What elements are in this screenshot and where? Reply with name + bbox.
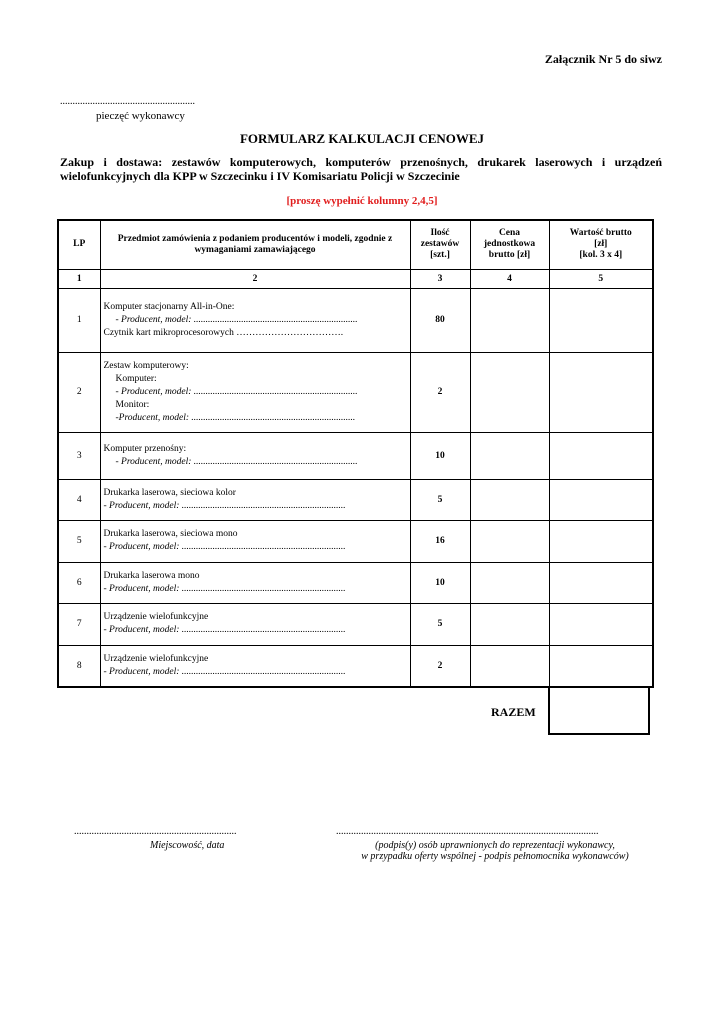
- row-description: [100, 432, 410, 479]
- table-header-row: [58, 220, 653, 269]
- place-date-label: Miejscowość, data: [150, 840, 225, 851]
- row-item-name: Drukarka laserowa, sieciowa mono: [103, 529, 238, 539]
- row-subitem-monitor: Monitor:: [115, 399, 150, 410]
- row-unit-price-cell[interactable]: [470, 352, 549, 432]
- row-gross-value-cell[interactable]: [549, 288, 653, 352]
- header-gross-value: [549, 220, 653, 269]
- row-description: [100, 645, 410, 687]
- row-lp: 2: [58, 352, 100, 432]
- table-row: [58, 645, 653, 687]
- table-row: [58, 288, 653, 352]
- header-qty-line2: zestawów: [420, 239, 460, 250]
- table-row: [58, 479, 653, 520]
- signature-label-line1: (podpis(y) osób uprawnionych do reprezentacji wykonawcy,: [375, 840, 615, 851]
- header-value-line3: [kol. 3 x 4]: [579, 250, 623, 261]
- row-description: [100, 352, 410, 432]
- header-lp: LP: [58, 220, 100, 269]
- row-gross-value-cell[interactable]: [549, 645, 653, 687]
- col-number-2: 2: [100, 269, 410, 288]
- row-lp: 5: [58, 520, 100, 562]
- table-row: [58, 520, 653, 562]
- row-item-name: Urządzenie wielofunkcyjne: [103, 653, 209, 664]
- row-qty: 5: [410, 479, 470, 520]
- col-number-5: 5: [549, 269, 653, 288]
- row-qty: 2: [410, 352, 470, 432]
- price-calculation-table: [57, 219, 654, 688]
- annex-label: Załącznik Nr 5 do siwz: [544, 52, 662, 66]
- producent-model-field[interactable]: - Producent, model: .....................................................................: [115, 386, 358, 397]
- row-unit-price-cell[interactable]: [470, 479, 549, 520]
- document-title: FORMULARZ KALKULACJI CENOWEJ: [239, 131, 485, 146]
- row-gross-value-cell[interactable]: [549, 479, 653, 520]
- row-description: [100, 479, 410, 520]
- row-lp: 4: [58, 479, 100, 520]
- row-qty: 10: [410, 432, 470, 479]
- row-gross-value-cell[interactable]: [549, 352, 653, 432]
- signature-dots: .........................................................................................................: [336, 826, 599, 837]
- producent-model-field[interactable]: - Producent, model: .....................................................................: [103, 625, 346, 635]
- order-subject: Zakup i dostawa: zestawów komputerowych, komputerów przenośnych, drukarek laserowych i urządzeń wielofunkcyjnych dla KPP w Szczecinku i IV Komisariatu Policji w Szczecinie: [60, 155, 662, 183]
- row-unit-price-cell[interactable]: [470, 432, 549, 479]
- row-gross-value-cell[interactable]: [549, 562, 653, 603]
- row-qty: 80: [410, 288, 470, 352]
- row-item-name: Komputer przenośny:: [103, 443, 187, 454]
- header-value-line2: [zł]: [594, 239, 608, 250]
- producent-model-field[interactable]: - Producent, model: .....................................................................: [103, 500, 346, 511]
- row-gross-value-cell[interactable]: [549, 603, 653, 645]
- row-unit-price-cell[interactable]: [470, 288, 549, 352]
- producent-model-field[interactable]: - Producent, model: .....................................................................: [103, 542, 346, 552]
- header-price-line2: jednostkowa: [483, 239, 536, 250]
- signature-label-line2: w przypadku oferty wspólnej - podpis pełnomocnika wykonawców): [361, 851, 629, 862]
- row-item-name: Drukarka laserowa mono: [103, 570, 200, 581]
- row-item-name: Drukarka laserowa, sieciowa kolor: [103, 487, 236, 498]
- total-label: RAZEM: [491, 705, 536, 719]
- row-description: [100, 603, 410, 645]
- row-description: [100, 562, 410, 603]
- place-date-dots: .................................................................: [74, 826, 237, 837]
- row-lp: 6: [58, 562, 100, 603]
- row-unit-price-cell[interactable]: [470, 645, 549, 687]
- producent-model-field[interactable]: - Producent, model: .....................................................................: [103, 583, 346, 594]
- total-value-cell[interactable]: [548, 687, 650, 735]
- producent-model-field[interactable]: -Producent, model: .....................................................................: [115, 412, 356, 423]
- table-row: [58, 432, 653, 479]
- col-number-3: 3: [410, 269, 470, 288]
- header-qty-line3: [szt.]: [430, 250, 450, 261]
- row-lp: 3: [58, 432, 100, 479]
- row-description: [100, 288, 410, 352]
- row-gross-value-cell[interactable]: [549, 432, 653, 479]
- row-description: [100, 520, 410, 562]
- row-qty: 16: [410, 520, 470, 562]
- header-item: Przedmiot zamówienia z podaniem producentów i modeli, zgodnie z wymaganiami zamawiającego: [100, 220, 410, 269]
- stamp-label: pieczęć wykonawcy: [96, 110, 185, 122]
- row-qty: 2: [410, 645, 470, 687]
- col-number-4: 4: [470, 269, 549, 288]
- row-item-name: Zestaw komputerowy:: [103, 360, 189, 371]
- table-row: [58, 603, 653, 645]
- row-unit-price-cell[interactable]: [470, 520, 549, 562]
- header-qty: [410, 220, 470, 269]
- header-unit-price: [470, 220, 549, 269]
- row-subitem-computer: Komputer:: [115, 373, 157, 384]
- col-number-1: 1: [58, 269, 100, 288]
- row-lp: 8: [58, 645, 100, 687]
- card-reader-field[interactable]: Czytnik kart mikroprocesorowych …………………………….: [103, 327, 344, 338]
- table-row: [58, 562, 653, 603]
- header-qty-line1: Ilość: [430, 228, 450, 239]
- producent-model-field[interactable]: - Producent, model: .....................................................................: [103, 666, 346, 677]
- row-lp: 7: [58, 603, 100, 645]
- producent-model-field[interactable]: - Producent, model: .....................................................................: [115, 314, 358, 325]
- header-value-line1: Wartość brutto: [569, 228, 632, 239]
- column-number-row: [58, 269, 653, 288]
- row-gross-value-cell[interactable]: [549, 520, 653, 562]
- producent-model-field[interactable]: - Producent, model: .....................................................................: [115, 456, 358, 467]
- fill-instruction: [proszę wypełnić kolumny 2,4,5]: [286, 195, 438, 207]
- table-row: [58, 352, 653, 432]
- header-price-line3: brutto [zł]: [488, 250, 531, 261]
- row-unit-price-cell[interactable]: [470, 603, 549, 645]
- row-qty: 10: [410, 562, 470, 603]
- row-item-name: Urządzenie wielofunkcyjne: [103, 612, 209, 622]
- stamp-dots: ......................................................: [60, 96, 195, 107]
- header-price-line1: Cena: [498, 228, 521, 239]
- row-lp: 1: [58, 288, 100, 352]
- row-item-name: Komputer stacjonarny All-in-One:: [103, 301, 235, 312]
- row-qty: 5: [410, 603, 470, 645]
- row-unit-price-cell[interactable]: [470, 562, 549, 603]
